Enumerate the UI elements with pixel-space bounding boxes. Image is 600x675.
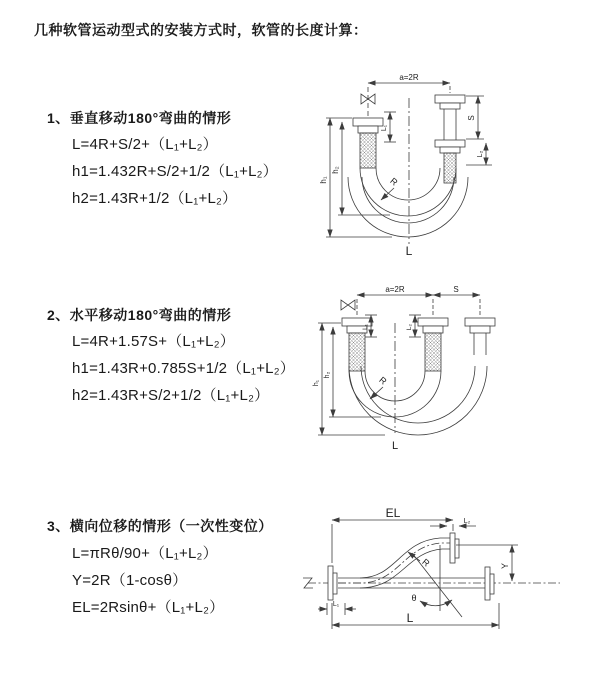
formula: L=4R+1.57S+（L₁+L₂）: [72, 333, 235, 350]
displaced-flange: [450, 533, 459, 563]
dim-label-l2: L₂: [463, 518, 471, 525]
dim-a2r: [368, 83, 450, 93]
valve-icon: [341, 300, 355, 310]
dim-label-r: R: [420, 556, 432, 569]
dim-label-r: R: [388, 175, 400, 188]
left-pipe-flange: [353, 118, 383, 133]
formula: h2=1.43R+1/2（L₁+L₂）: [72, 190, 238, 207]
formula: Y=2R（1-cosθ）: [72, 572, 188, 589]
dim-label-a2r: a=2R: [399, 73, 419, 82]
formula: L=4R+S/2+（L₁+L₂）: [72, 136, 218, 153]
formula: EL=2Rsinθ+（L₁+L₂）: [72, 599, 225, 616]
radius-leader: [381, 188, 394, 200]
theta-arc: [420, 600, 452, 606]
dim-label-l: L: [406, 611, 414, 625]
section2-heading: 2、水平移动180°弯曲的情形: [47, 307, 232, 323]
left-pipe-braid: [349, 333, 365, 371]
formula: h1=1.432R+S/2+1/2（L₁+L₂）: [72, 163, 278, 180]
dim-label-l1: L₁: [381, 124, 388, 132]
middle-pipe-flange: [418, 318, 448, 333]
formula: h1=1.43R+0.785S+1/2（L₁+L₂）: [72, 360, 295, 377]
formula: h2=1.43R+S/2+1/2（L₁+L₂）: [72, 387, 270, 404]
dim-label-l1: L₁: [362, 324, 369, 330]
left-pipe-braid: [360, 133, 376, 168]
section1-heading: 1、垂直移动180°弯曲的情形: [47, 110, 232, 126]
section2-formulas: [72, 328, 295, 409]
dim-label-r: R: [377, 374, 389, 387]
dim-label-a2r: a=2R: [385, 285, 405, 294]
dim-label-h1: h₁: [319, 176, 328, 184]
diagram-horizontal-180-bend: [315, 283, 565, 458]
dim-label-h1: h₁: [313, 379, 320, 387]
section3-formulas: [72, 540, 224, 621]
diagram-lateral-displacement: [300, 505, 600, 640]
moved-pipe: [465, 318, 495, 355]
dim-label-l: L: [405, 244, 413, 258]
section1-formulas: [72, 131, 278, 212]
dim-h1: [326, 118, 392, 237]
dim-label-theta: θ: [411, 593, 417, 603]
section3-heading: 3、横向位移的情形（一次性变位）: [47, 518, 273, 534]
dim-label-l2: L₂: [406, 323, 413, 331]
dim-label-l: L: [391, 440, 399, 452]
right-pipe-flanges: [435, 95, 465, 153]
dim-el: [332, 520, 453, 563]
dim-label-y: Y: [500, 562, 510, 570]
page-title: 几种软管运动型式的安装方式时，软管的长度计算：: [34, 22, 368, 38]
dim-label-el: EL: [385, 506, 401, 520]
dim-label-s: S: [453, 285, 459, 294]
dim-l: [332, 603, 499, 629]
original-position-flange: [485, 567, 494, 600]
dim-label-s: S: [467, 115, 476, 121]
dim-label-l2: L₂: [477, 150, 484, 158]
middle-pipe-braid: [425, 333, 441, 371]
dim-label-h2: h₂: [331, 166, 340, 174]
hose-arcs: [349, 366, 487, 435]
dim-label-h2: h₂: [324, 371, 331, 379]
left-flange: [328, 566, 337, 600]
formula: L=πRθ/90+（L₁+L₂）: [72, 545, 218, 562]
diagram-vertical-180-bend: [312, 72, 512, 262]
dim-label-l1: L₁: [332, 601, 340, 608]
